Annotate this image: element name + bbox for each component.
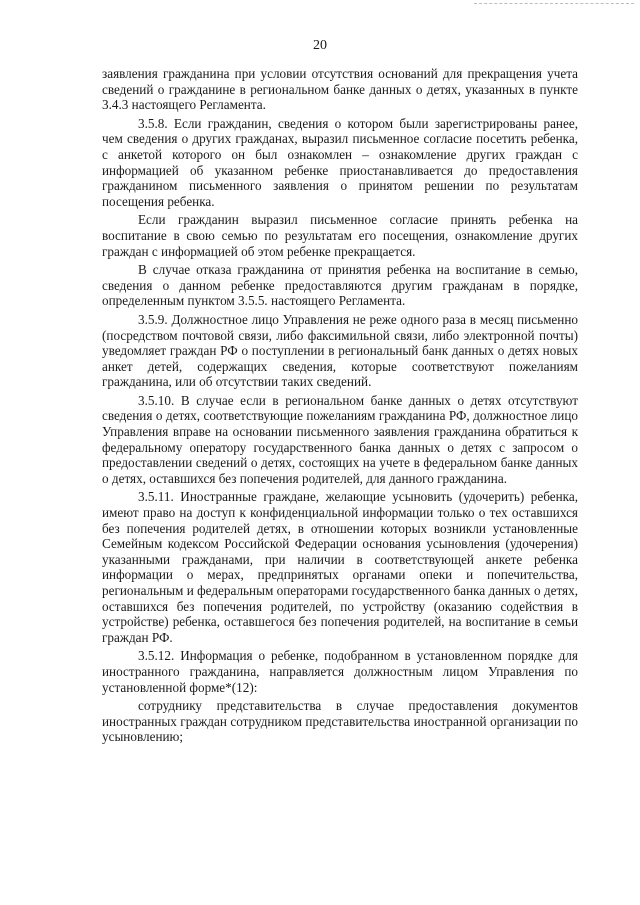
paragraph-3-5-9: 3.5.9. Должностное лицо Управления не реже одного раза в месяц письменно (посредством почтовой связи, либо факсимильной связи, либо электронной почты) уведомляет граждан РФ о поступлении в региональный банк данных о детях новых анкет детей, содержащих сведения, которые соответствуют пожеланиям гражданина, или об отсутствии таких сведений. [102,311,578,390]
paragraph-representative: сотруднику представительства в случае предоставления документов иностранных граждан сотрудником представительства иностранной организации по усыновлению; [102,698,578,745]
paragraph-continuation: заявления гражданина при условии отсутствия оснований для прекращения учета сведений о гражданине в региональном банке данных о детях, указанных в пункте 3.4.3 настоящего Регламента. [102,66,578,113]
document-body [102,66,578,748]
paragraph-consent: Если гражданин выразил письменное согласие принять ребенка на воспитание в свою семью по результатам его посещения, ознакомление других граждан с информацией об этом ребенке прекращается. [102,212,578,259]
paragraph-refusal: В случае отказа гражданина от принятия ребенка на воспитание в семью, сведения о данном ребенке предоставляются другим гражданам в порядке, определенным пунктом 3.5.5. настоящего Регламента. [102,262,578,309]
page-number: 20 [313,38,327,53]
paragraph-3-5-8: 3.5.8. Если гражданин, сведения о котором были зарегистрированы ранее, чем сведения о других гражданах, выразил письменное согласие посетить ребенка, с анкетой которого он был ознакомлен – ознакомление других граждан с информацией об указанном ребенке приостанавливается до предоставления гражданином письменного заявления о принятом решении по результатам посещения ребенка. [102,115,578,209]
scan-edge-mark [474,3,634,6]
paragraph-3-5-11: 3.5.11. Иностранные граждане, желающие усыновить (удочерить) ребенка, имеют право на доступ к конфиденциальной информации только о тех оставшихся без попечения родителей детях, в отношении которых возникли установленные Семейным кодексом Российской Федерации основания усыновления (удочерения) указанными гражданами, при наличии в соответствующей анкете ребенка информации о мерах, предпринятых органами опеки и попечительства, региональным и федеральным операторами государственного банка данных о детях, оставшихся без попечения родителей, по устройству (оказанию содействия в устройстве) ребенка, оставшегося без попечения родителей, на воспитание в семьи граждан РФ. [102,489,578,645]
paragraph-3-5-10: 3.5.10. В случае если в региональном банке данных о детях отсутствуют сведения о детях, соответствующие пожеланиям гражданина РФ, должностное лицо Управления вправе на основании письменного заявления гражданина обратиться к федеральному оператору государственного банка данных о детях с запросом о предоставлении сведений о детях, состоящих на учете в федеральном банке данных о детях, оставшихся без попечения родителей, для данного гражданина. [102,392,578,486]
paragraph-3-5-12: 3.5.12. Информация о ребенке, подобранном в установленном порядке для иностранного гражданина, направляется должностным лицом Управления по установленной форме*(12): [102,648,578,695]
